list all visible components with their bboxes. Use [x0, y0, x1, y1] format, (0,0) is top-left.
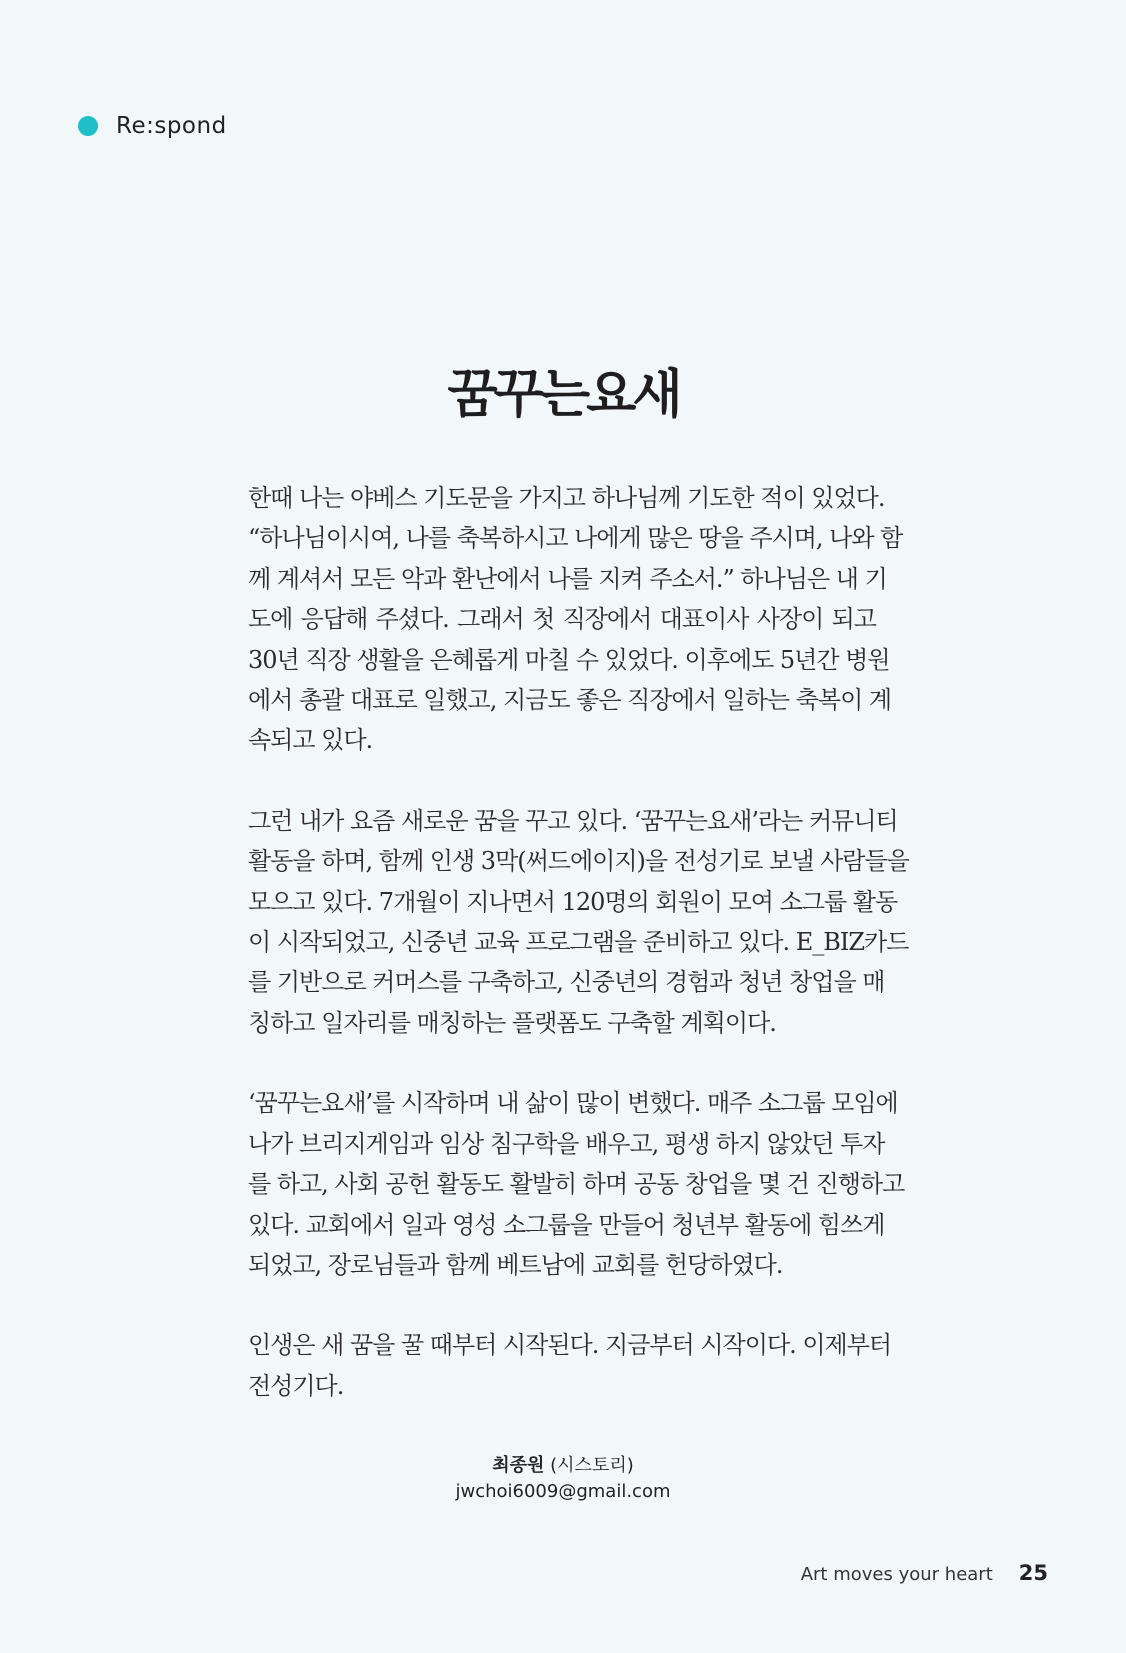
paragraph-line: 되었고, 장로님들과 함께 베트남에 교회를 헌당하였다.: [248, 1250, 783, 1279]
paragraph-line: 그런 내가 요즘 새로운 꿈을 꾸고 있다. ‘꿈꾸는요새’라는 커뮤니티: [248, 806, 898, 835]
author-byline: [0, 1453, 1126, 1479]
article-paragraph-4: [248, 1325, 892, 1406]
author-email: jwchoi6009@gmail.com: [455, 1481, 671, 1502]
article-paragraph-3: [248, 1083, 905, 1285]
paragraph-line: 에서 총괄 대표로 일했고, 지금도 좋은 직장에서 일하는 축복이 계: [248, 686, 892, 715]
paragraph-line: 이 시작되었고, 신중년 교육 프로그램을 준비하고 있다. E_BIZ카드: [248, 928, 909, 957]
paragraph-line: 도에 응답해 주셨다. 그래서 첫 직장에서 대표이사 사장이 되고: [248, 605, 876, 634]
section-tag: [78, 113, 227, 139]
paragraph-line: ‘꿈꾸는요새’를 시작하며 내 삶이 많이 변했다. 매주 소그룹 모임에: [248, 1089, 898, 1118]
paragraph-line: 를 하고, 사회 공헌 활동도 활발히 하며 공동 창업을 몇 건 진행하고: [248, 1170, 905, 1199]
paragraph-line: 전성기다.: [248, 1371, 344, 1400]
page-number: 25: [1018, 1561, 1048, 1585]
page-footer: [801, 1561, 1048, 1585]
paragraph-line: “하나님이시여, 나를 축복하시고 나에게 많은 땅을 주시며, 나와 함: [248, 524, 903, 553]
footer-slogan: Art moves your heart: [800, 1564, 993, 1585]
paragraph-line: 30년 직장 생활을 은혜롭게 마칠 수 있었다. 이후에도 5년간 병원: [248, 645, 890, 674]
article-paragraph-1: [248, 478, 903, 761]
article-title: 꿈꾸는요새: [447, 364, 679, 425]
paragraph-line: 모으고 있다. 7개월이 지나면서 120명의 회원이 모여 소그룹 활동: [248, 887, 898, 916]
author-name: 최종원: [492, 1455, 545, 1476]
paragraph-line: 칭하고 일자리를 매칭하는 플랫폼도 구축할 계획이다.: [248, 1008, 776, 1037]
paragraph-line: 나가 브리지게임과 임상 침구학을 배우고, 평생 하지 않았던 투자: [248, 1129, 885, 1158]
author-alias: (시스토리): [550, 1455, 634, 1476]
paragraph-line: 한때 나는 야베스 기도문을 가지고 하나님께 기도한 적이 있었다.: [248, 484, 885, 512]
paragraph-line: 를 기반으로 커머스를 구축하고, 신중년의 경험과 청년 창업을 매: [248, 968, 885, 997]
paragraph-line: 인생은 새 꿈을 꿀 때부터 시작된다. 지금부터 시작이다. 이제부터: [248, 1331, 892, 1360]
section-dot-icon: [78, 116, 98, 136]
article-body: [248, 478, 909, 1446]
paragraph-line: 속되고 있다.: [248, 726, 373, 755]
section-label: Re:spond: [116, 113, 227, 139]
paragraph-line: 있다. 교회에서 일과 영성 소그룹을 만들어 청년부 활동에 힘쓰게: [248, 1210, 885, 1239]
paragraph-line: 께 계셔서 모든 악과 환난에서 나를 지켜 주소서.” 하나님은 내 기: [248, 564, 887, 593]
author-block: [0, 1453, 1126, 1505]
article-paragraph-2: [248, 801, 909, 1043]
paragraph-line: 활동을 하며, 함께 인생 3막(써드에이지)을 전성기로 보낼 사람들을: [248, 847, 909, 876]
